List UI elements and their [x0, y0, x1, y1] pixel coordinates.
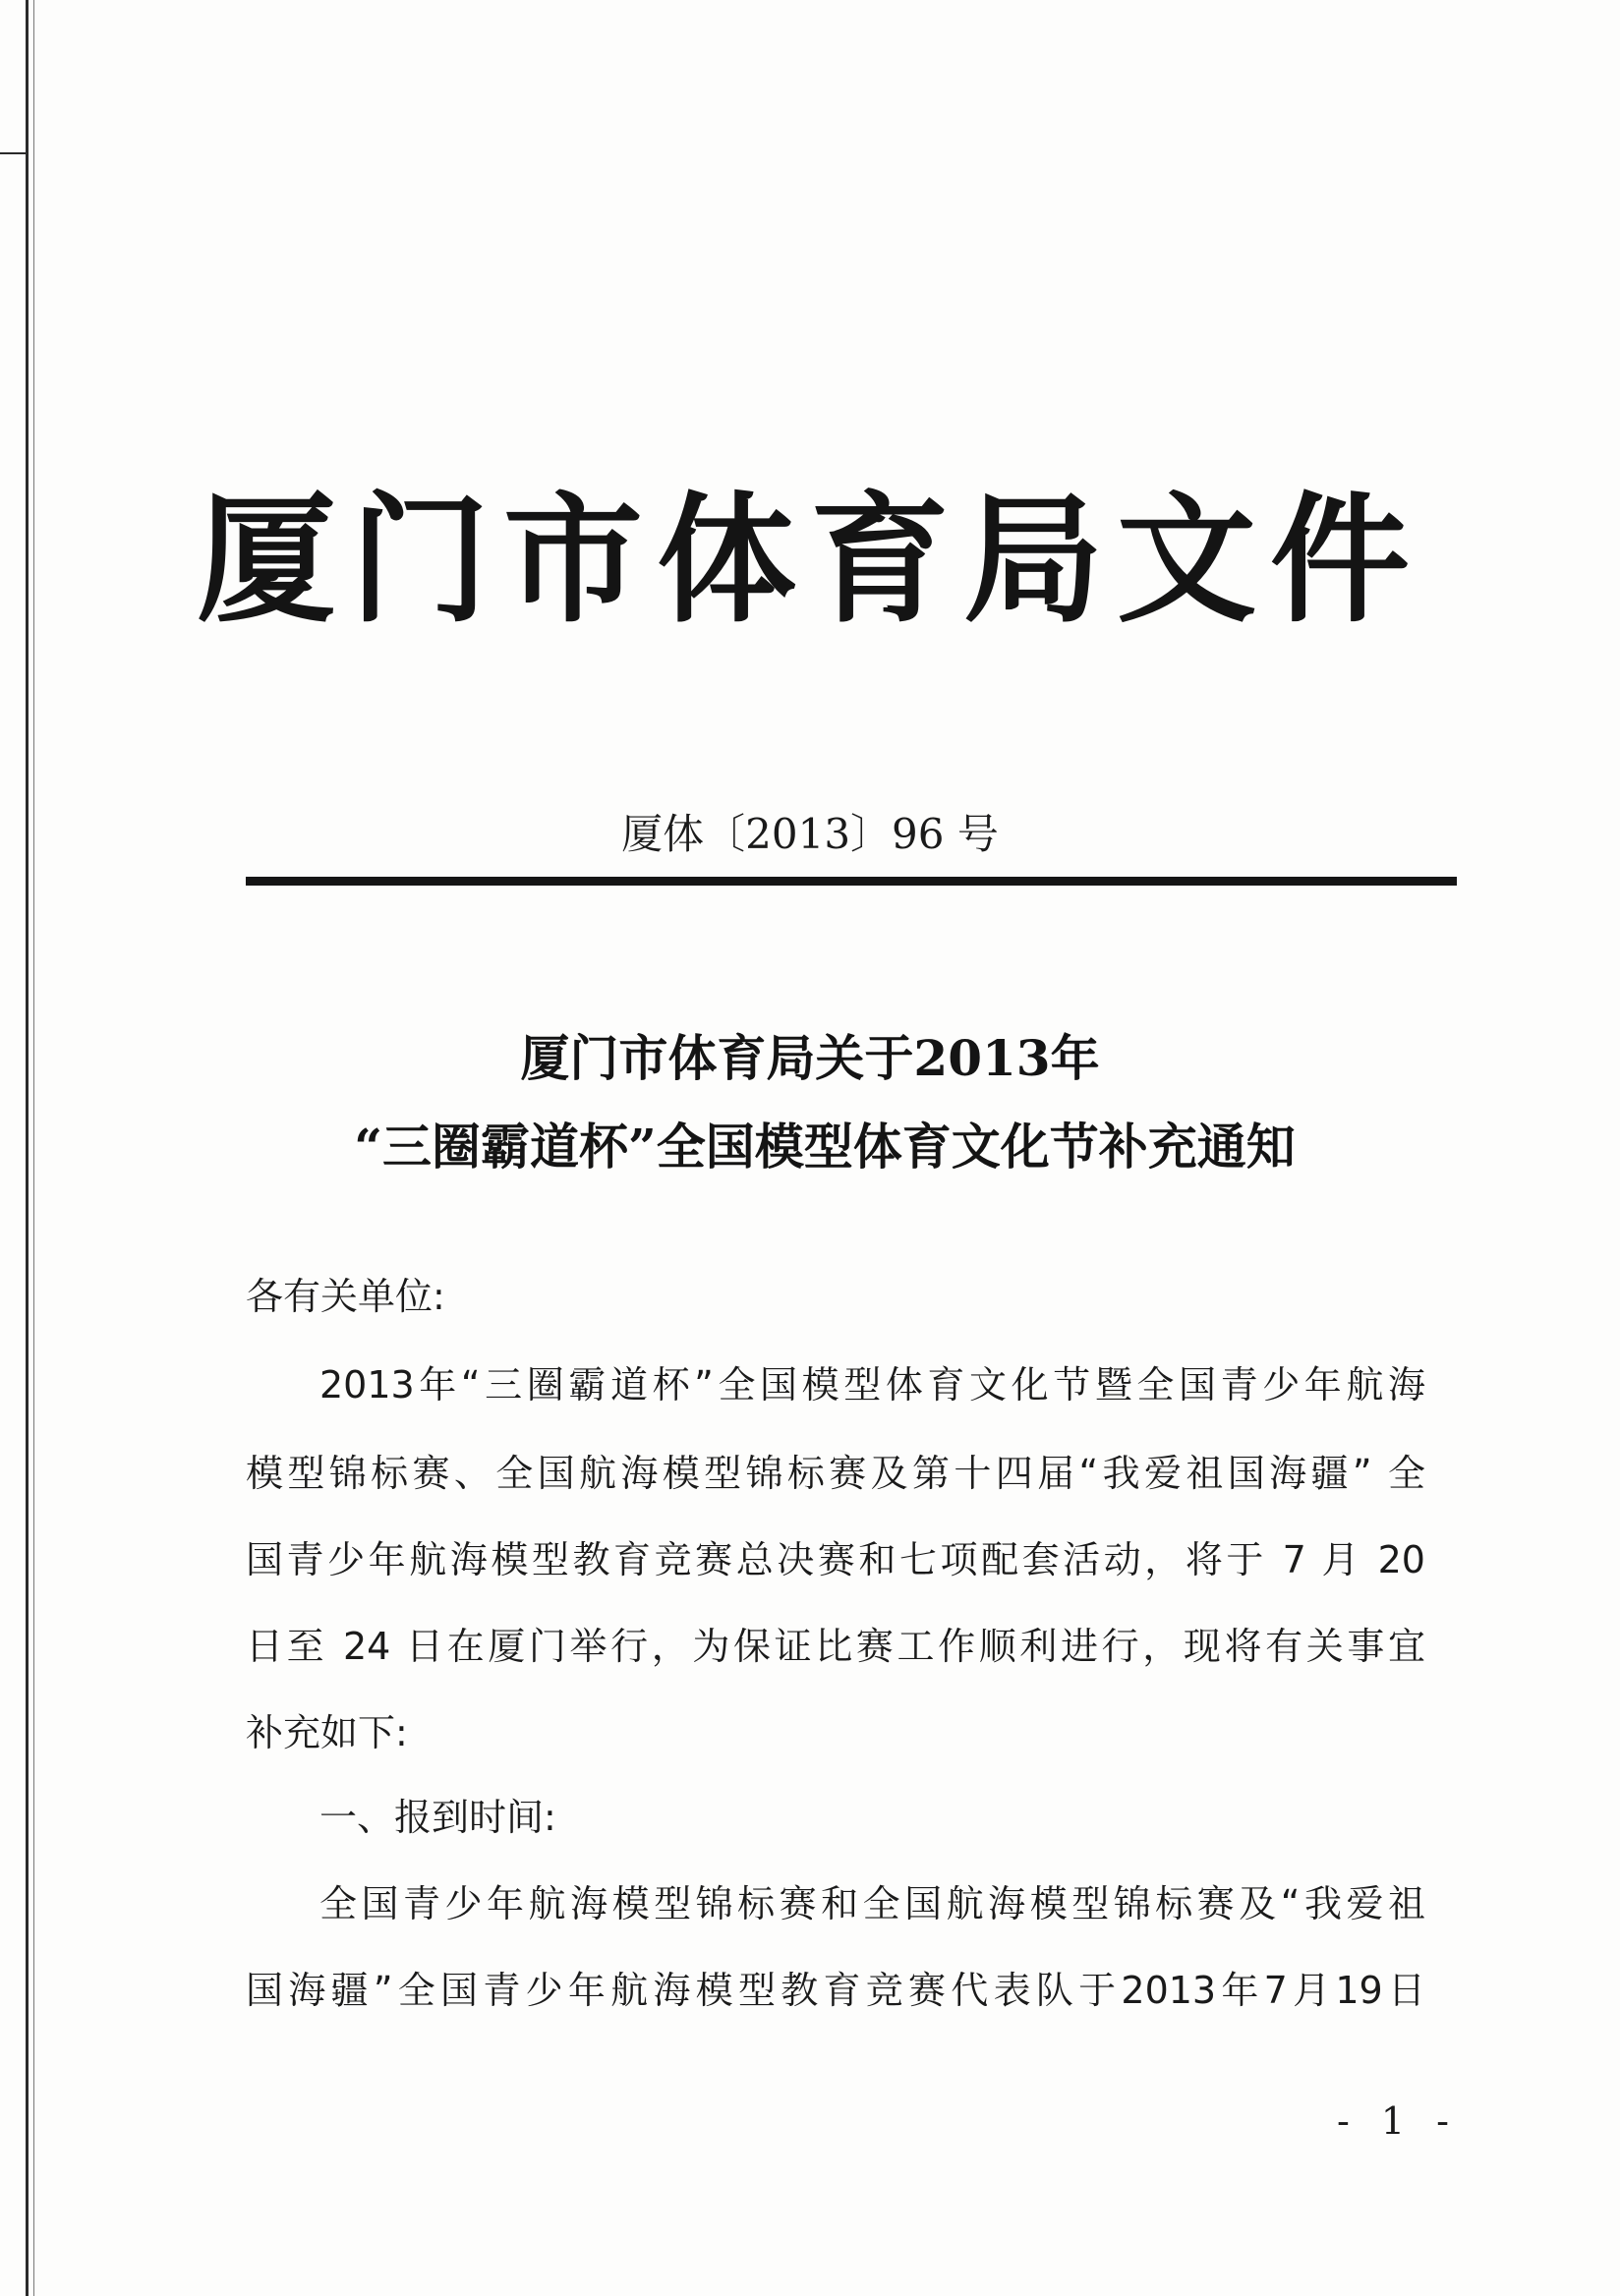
body-line: 日至 24 日在厦门举行，为保证比赛工作顺利进行，现将有关事宜 [246, 1625, 1425, 1668]
body-line: 全国青少年航海模型锦标赛和全国航海模型锦标赛及“我爱祖 [319, 1882, 1425, 1925]
body-line: 模型锦标赛、全国航海模型锦标赛及第十四届“我爱祖国海疆” 全 [246, 1452, 1425, 1495]
section-heading: 一、报到时间: [319, 1796, 556, 1839]
body-line: 2013年“三圈霸道杯”全国模型体育文化节暨全国青少年航海 [319, 1363, 1425, 1406]
scan-edge-tick [0, 152, 26, 154]
salutation: 各有关单位: [246, 1275, 445, 1318]
document-title-line-1: 厦门市体育局关于2013年 [520, 1029, 1100, 1087]
body-line: 国海疆”全国青少年航海模型教育竞赛代表队于2013年7月19日 [246, 1969, 1425, 2012]
document-number: 厦体〔2013〕96 号 [621, 810, 999, 858]
issuer-header: 厦门市体育局文件 [197, 480, 1423, 642]
body-line: 补充如下: [246, 1711, 408, 1754]
body-line: 国青少年航海模型教育竞赛总决赛和七项配套活动，将于 7 月 20 [246, 1538, 1425, 1581]
header-divider-rule [246, 877, 1457, 886]
page-number: - 1 - [1337, 2099, 1460, 2143]
document-title-line-2: “三圈霸道杯”全国模型体育文化节补充通知 [354, 1118, 1296, 1176]
